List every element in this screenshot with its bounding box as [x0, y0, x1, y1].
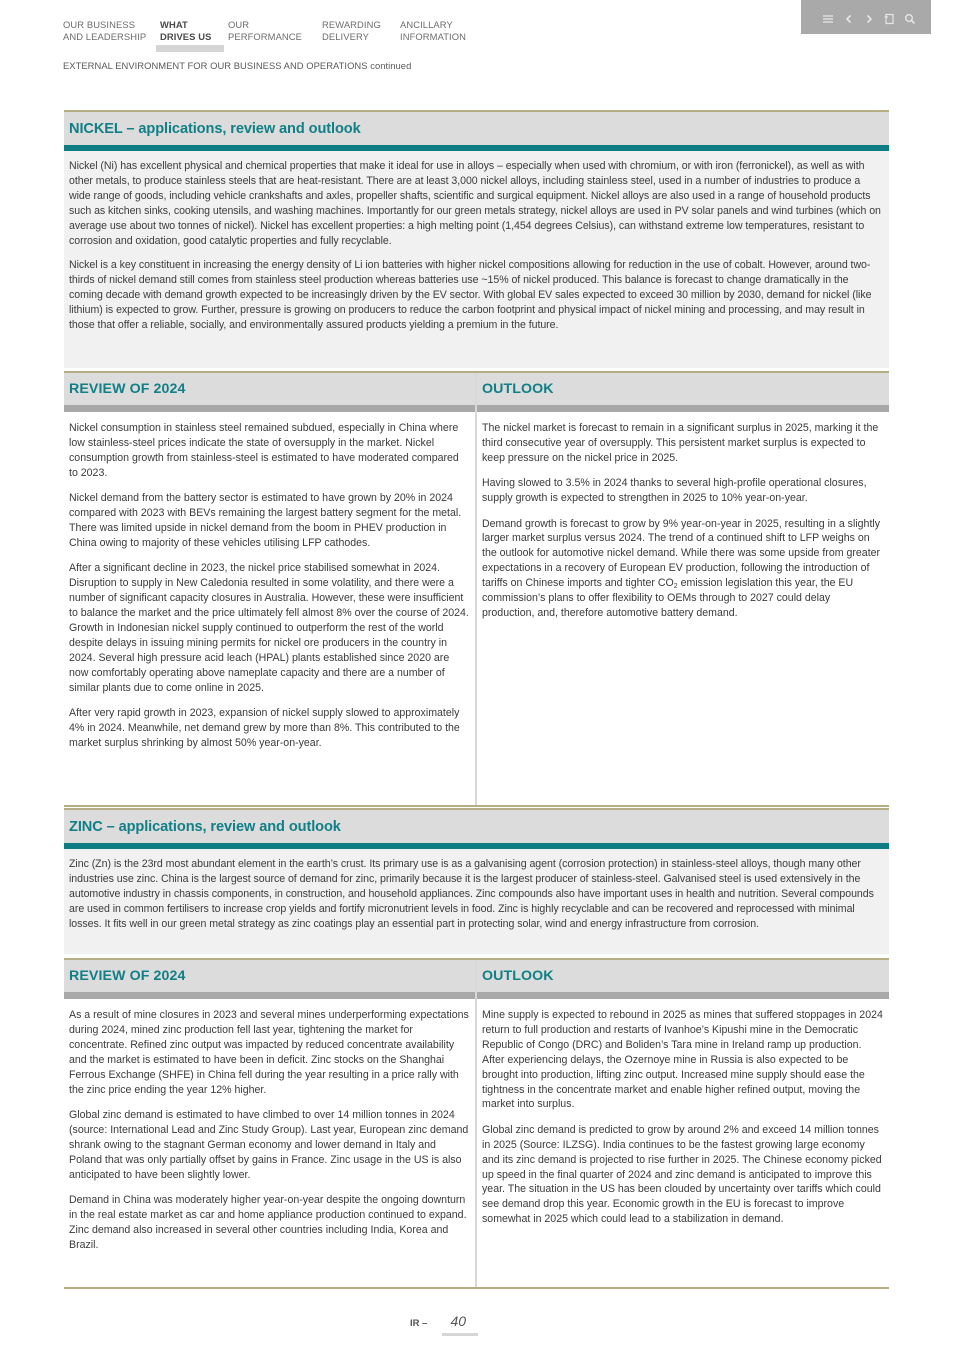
document-toolbar	[801, 0, 931, 34]
active-nav-indicator	[156, 45, 224, 52]
menu-icon[interactable]	[821, 12, 835, 26]
nav-label-line2: DRIVES US	[160, 31, 212, 42]
zinc-outlook-column	[477, 960, 889, 1287]
nickel-outlook-text: Demand growth is forecast to grow by 9% year-on-year in 2025, resulting in a slightly larger market surplus versus 2024. The trend of a continued shift to LFP weighs on the outlook for automotive nickel demand. While there was some upside from greater expectations in a recovery of European EV production, following the introduction of tariffs on Chinese imports and tighter CO	[482, 517, 881, 590]
zinc-intro-section	[64, 808, 889, 954]
zinc-intro-paragraph: Zinc (Zn) is the 23rd most abundant element in the earth’s crust. Its primary use is as a galvanising agent (corrosion protection) in stainless-steel alloys, though many other industries use zinc. China is the largest source of demand for zinc, primarily because it is the largest producer of stainless-steel. Galvanised steel is used extensively in the automotive industry in chassis components, in construction, and household appliances. Zinc compounds also have important uses in health and nutrition. Several compounds are used in common fertilisers to increase crop yields and fortify micronutrient levels in food. Zinc is highly recyclable and can be recovered and reprocessed with minimal losses. It fits well in our green metal strategy as zinc coatings play an essential part in protecting solar, wind and energy infrastructure from corrosion.	[69, 858, 874, 930]
zinc-outlook-paragraph: Mine supply is expected to rebound in 2025 as mines that suffered stoppages in 2024 return to full production and restarts of Ivanhoe’s Kipushi mine in the Democratic Republic of Congo (DRC) and Boliden’s Tara mine in Ireland ramp up production. After experiencing delays, the Ozernoye mine in Russia is also expected to be brought into production, lifting zinc output. Increased mine supply should ease the tightness in the concentrate market and enable higher refined output, moving the market into surplus.	[482, 1009, 883, 1111]
top-navigation	[63, 19, 490, 43]
nav-label-line1: ANCILLARY	[400, 19, 453, 30]
page-number-underline	[442, 1333, 478, 1336]
zinc-review-paragraph: As a result of mine closures in 2023 and several mines underperforming expectations during 2024, mined zinc production fell last year, tightening the market for concentrate. Refined zinc output was impacted by reduced concentrate availability and the market is estimated to have been in deficit. Zinc stocks on the Shanghai Ferrous Exchange (SHFE) in China fell during the year resulting in a price rally with the zinc price ending the year 12% higher.	[69, 1009, 469, 1096]
nav-label-line2: AND LEADERSHIP	[63, 31, 147, 42]
nav-label-line1: WHAT	[160, 19, 188, 30]
nickel-review-paragraph: Nickel consumption in stainless steel remained subdued, especially in China where low stainless-steel prices indicate the state of oversupply in the market. Nickel consumption growth from stainless-steel is estimated to have moderated compared to 2023.	[69, 422, 459, 479]
page-footer	[410, 1313, 466, 1329]
next-icon[interactable]	[862, 12, 876, 26]
nickel-review-outlook	[64, 371, 889, 807]
zinc-review-body	[64, 999, 475, 1257]
breadcrumb-continued: continued	[370, 60, 412, 71]
nickel-intro-paragraph: Nickel is a key constituent in increasing the energy density of Li ion batteries with higher nickel compositions allowing for reduction in the use of cobalt. However, around two-thirds of nickel demand still comes from stainless steel production whereas batteries use ~15% of nickel produced. This balance is forecast to change dramatically in the coming decade with demand growth expected to be increasingly driven by the EV sector. With global EV sales expected to exceed 30 million by 2030, demand for nickel (like lithium) is expected to grow. Further, pressure is growing on producers to reduce the carbon footprint and physical impact of nickel mining and processing, and may result in those that offer a reliable, socially, and environmentally assured products yielding a premium in the future.	[69, 259, 872, 332]
nav-our-performance[interactable]	[228, 19, 322, 43]
previous-icon[interactable]	[842, 12, 856, 26]
nickel-review-column	[64, 373, 477, 805]
grey-divider	[64, 405, 475, 412]
report-prefix: IR –	[410, 1318, 428, 1329]
nickel-outlook-paragraph: Having slowed to 3.5% in 2024 thanks to several high-profile operational closures, supply growth is expected to strengthen in 2025 to 10% year-on-year.	[482, 477, 867, 505]
zinc-review-paragraph: Demand in China was moderately higher year-on-year despite the ongoing downturn in the real estate market as car and home appliance production continued to expand. Zinc demand also increased in several other countries including India, Korea and Brazil.	[69, 1193, 467, 1251]
nav-ancillary-information[interactable]	[400, 19, 490, 43]
zinc-review-paragraph: Global zinc demand is estimated to have climbed to over 14 million tonnes in 2024 (source: International Lead and Zinc Study Group). Last year, European zinc demand shrank owing to the stagnant German economy and lower demand in Italy and Poland that was only partially offset by gains in France. Zinc usage in the US is also anticipated to have been slightly lower.	[69, 1108, 469, 1181]
nickel-review-header	[64, 373, 475, 405]
co2-subscript: 2	[673, 583, 678, 591]
nickel-outlook-body	[477, 412, 889, 625]
search-icon[interactable]	[903, 12, 917, 26]
page-number	[450, 1313, 466, 1329]
nav-label-line2: DELIVERY	[322, 31, 370, 42]
nickel-outlook-column	[477, 373, 889, 805]
zinc-outlook-header	[477, 960, 889, 992]
bookmark-icon[interactable]	[882, 12, 896, 26]
zinc-section-header	[64, 808, 889, 843]
nickel-review-paragraph: Nickel demand from the battery sector is estimated to have grown by 20% in 2024 compared with 2023 with BEVs remaining the largest battery segment for the metal. There was limited upside in nickel demand from the boom in PHEV production in China owing to majority of these vehicles utilising LFP cathodes.	[69, 492, 462, 549]
nickel-intro-paragraph: Nickel (Ni) has excellent physical and chemical properties that make it ideal for use in alloys – especially when used with chromium, or with iron (ferronickel), as well as with other metals, to produce stainless steels that are heat-resistant. There are at least 3,000 nickel alloys, including stainless steel, used in a number of industries to produce a wide range of goods, including vehicle crankshafts and axles, propeller shafts, scientific and surgical equipment. Nickel alloys are also used in a range of household products such as kitchen sinks, cooking utensils, and washing machines. Importantly for our green metals strategy, nickel alloys are used in PV solar panels and wind turbines (which on average use about two tonnes of nickel). Nickel has excellent properties: a high melting point (1,454 degrees Celsius), can withstand extreme low temperatures, resistant to corrosion and oxidation, good catalytic properties and fully recyclable.	[69, 160, 881, 247]
nav-label-line2: INFORMATION	[400, 31, 467, 42]
nickel-intro-body	[64, 151, 889, 368]
grey-divider	[477, 405, 889, 412]
nav-label-line2: PERFORMANCE	[228, 31, 303, 42]
grey-divider	[64, 992, 475, 999]
nickel-outlook-text: emission legislation this year, the EU commission’s plans to offer flexibility to OEMs through to 2027 could delay production, and, therefore automotive battery demand.	[482, 577, 854, 619]
nickel-outlook-header	[477, 373, 889, 405]
nav-rewarding-delivery[interactable]	[322, 19, 400, 43]
nav-what-drives-us[interactable]	[160, 19, 228, 43]
zinc-outlook-title: OUTLOOK	[482, 968, 554, 984]
zinc-review-header	[64, 960, 475, 992]
nav-label-line1: OUR	[228, 19, 250, 30]
nickel-section-title: NICKEL – applications, review and outlook	[69, 120, 361, 137]
nickel-review-body	[64, 412, 475, 755]
grey-divider	[477, 992, 889, 999]
zinc-section-title: ZINC – applications, review and outlook	[69, 818, 341, 835]
nickel-intro-section	[64, 110, 889, 368]
nickel-review-paragraph: After a significant decline in 2023, the nickel price stabilised somewhat in 2024. Disruption to supply in New Caledonia resulted in some volatility, and there were a number of significant capacity closures in Australia. However, these were insufficient to balance the market and the price ultimately fell almost 8% over the course of 2024. Growth in Indonesian nickel supply continued to outperform the rest of the world despite delays in issuing mining permits for nickel ore producers in the country in 2024. Several high pressure acid leach (HPAL) plants established since 2020 are now comfortably operating above nameplate capacity and there are a number of similar plants due to come online in 2025.	[69, 562, 469, 694]
zinc-review-outlook	[64, 958, 889, 1289]
nickel-section-header	[64, 110, 889, 145]
nav-label-line1: OUR BUSINESS	[63, 19, 136, 30]
nickel-review-paragraph: After very rapid growth in 2023, expansion of nickel supply slowed to approximately 4% in 2024. Meanwhile, net demand grew by more than 8%. This contributed to the market surplus shrinking by almost 50% year-on-year.	[69, 706, 460, 749]
nav-label-line1: REWARDING	[322, 19, 381, 30]
breadcrumb-title: EXTERNAL ENVIRONMENT FOR OUR BUSINESS AND OPERATIONS	[63, 60, 368, 71]
nickel-review-title: REVIEW OF 2024	[69, 381, 186, 397]
zinc-intro-body	[64, 849, 889, 954]
nickel-outlook-paragraph: The nickel market is forecast to remain in a significant surplus in 2025, marking it the third consecutive year of oversupply. This persistent market surplus is expected to keep pressure on the nickel price in 2025.	[482, 422, 879, 464]
nickel-outlook-paragraph	[482, 517, 884, 621]
zinc-outlook-paragraph: Global zinc demand is predicted to grow by around 2% and exceed 14 million tonnes in 2025 (Source: ILZSG). India continues to be the fastest growing large economy and its zinc demand is projected to rise further in 2025. The Chinese economy picked up speed in the final quarter of 2024 and zinc demand is anticipated to improve this year. The situation in the US has been clouded by uncertainty over tariffs which could see demand drop this year. Economic growth in the EU is forecast to improve somewhat in 2025 which could lead to a stabilization in demand.	[482, 1123, 882, 1226]
zinc-outlook-body	[477, 999, 889, 1231]
nickel-outlook-title: OUTLOOK	[482, 381, 554, 397]
zinc-review-title: REVIEW OF 2024	[69, 968, 186, 984]
nav-our-business-and-leadership[interactable]	[63, 19, 160, 43]
page-number-text: 40	[450, 1313, 467, 1329]
zinc-review-column	[64, 960, 477, 1287]
breadcrumb	[63, 60, 411, 71]
